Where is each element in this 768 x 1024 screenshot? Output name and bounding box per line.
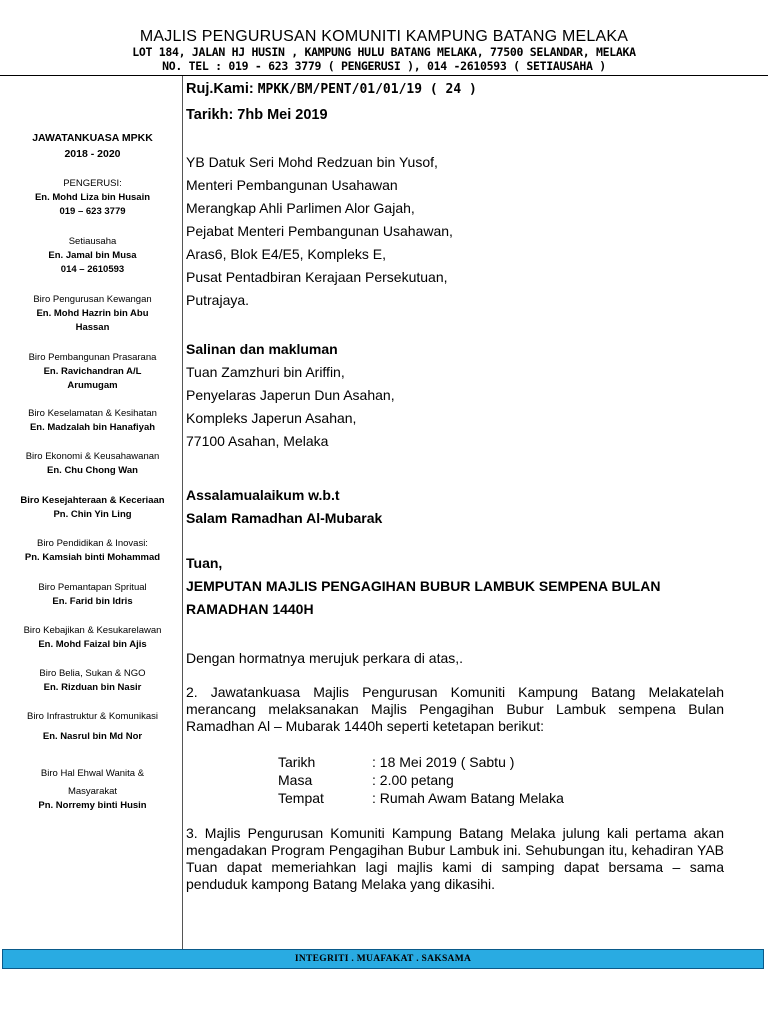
paragraph-3: 3. Majlis Pengurusan Komuniti Kampung Batang Melaka julung kali pertama akan mengadakan Program Pengagihan Bubur Lambuk ini. Sehubungan itu, kehadiran YAB Tuan dapat memeriahkan lagi majlis kami di samping dapat bersama – sama penduduk kampong Batang Melaka yang dikasihi. — [186, 825, 724, 892]
member-role: Biro Infrastruktur & Komunikasi — [27, 711, 158, 722]
member-role: Biro Keselamatan & Kesihatan — [28, 408, 157, 419]
committee-heading: JAWATANKUASA MPKK — [32, 132, 153, 144]
subject-line: RAMADHAN 1440H — [186, 601, 314, 617]
reference-number: MPKK/BM/PENT/01/01/19 ( 24 ) — [257, 82, 477, 97]
recipient-line: Pusat Pentadbiran Kerajaan Persekutuan, — [186, 269, 448, 285]
recipient-line: Pejabat Menteri Pembangunan Usahawan, — [186, 223, 453, 239]
org-address: LOT 184, JALAN HJ HUSIN , KAMPUNG HULU BATANG MELAKA, 77500 SELANDAR, MELAKA — [132, 45, 636, 59]
sidebar-divider — [182, 76, 183, 950]
recipient-line: Putrajaya. — [186, 292, 250, 308]
recipient-address — [186, 151, 726, 312]
detail-value: : Rumah Awam Batang Melaka — [372, 790, 564, 806]
member-role: Biro Kebajikan & Kesukarelawan — [23, 625, 162, 636]
cc-line: Tuan Zamzhuri bin Ariffin, — [186, 364, 345, 380]
reference-label: Ruj.Kami: — [186, 81, 258, 97]
greeting-block — [186, 484, 726, 530]
committee-member — [10, 494, 175, 522]
member-role: Biro Pendidikan & Inovasi: — [37, 538, 148, 549]
member-name: En. Chu Chong Wan — [47, 465, 138, 476]
detail-value: : 18 Mei 2019 ( Sabtu ) — [372, 754, 515, 770]
subject-line: JEMPUTAN MAJLIS PENGAGIHAN BUBUR LAMBUK SEMPENA BULAN — [186, 578, 661, 594]
salutation: Tuan, — [186, 555, 223, 571]
cc-heading: Salinan dan makluman — [186, 341, 338, 357]
greeting-line: Salam Ramadhan Al-Mubarak — [186, 510, 383, 526]
recipient-line: Merangkap Ahli Parlimen Alor Gajah, — [186, 200, 415, 216]
member-role: Biro Hal Ehwal Wanita & — [40, 768, 145, 779]
member-extra: 019 – 623 3779 — [59, 206, 126, 217]
recipient-line: Aras6, Blok E4/E5, Kompleks E, — [186, 246, 386, 262]
member-role-cont: Masyarakat — [67, 786, 118, 797]
footer-motto-bar — [2, 949, 764, 969]
cc-line: Penyelaras Japerun Dun Asahan, — [186, 387, 395, 403]
committee-heading-block — [10, 130, 175, 162]
member-role: Biro Pengurusan Kewangan — [33, 294, 152, 305]
committee-member — [10, 235, 175, 277]
committee-member — [10, 581, 175, 609]
detail-label: Tarikh — [278, 754, 316, 770]
member-name: En. Farid bin Idris — [52, 596, 133, 607]
member-name: Pn. Kamsiah binti Mohammad — [24, 552, 161, 563]
cc-block — [186, 338, 726, 453]
committee-member — [10, 710, 175, 744]
member-name: En. Rizduan bin Nasir — [43, 682, 142, 693]
committee-member — [10, 177, 175, 219]
recipient-line: YB Datuk Seri Mohd Redzuan bin Yusof, — [186, 154, 438, 170]
member-role: PENGERUSI: — [63, 178, 122, 189]
member-role: Biro Pemantapan Spritual — [38, 582, 147, 593]
cc-line: Kompleks Japerun Asahan, — [186, 410, 357, 426]
paragraph-1: Dengan hormatnya merujuk perkara di atas,. — [186, 650, 464, 666]
detail-value: : 2.00 petang — [372, 772, 454, 788]
member-name: Pn. Chin Yin Ling — [53, 509, 132, 520]
member-extra: 014 – 2610593 — [60, 264, 125, 275]
reference-line — [186, 78, 726, 101]
member-name: Pn. Norremy binti Husin — [38, 800, 147, 811]
member-role: Biro Pembangunan Prasarana — [28, 352, 157, 363]
detail-label: Tempat — [278, 790, 324, 806]
member-name: En. Mohd Hazrin bin Abu — [36, 308, 149, 319]
recipient-line: Menteri Pembangunan Usahawan — [186, 177, 398, 193]
member-role: Biro Belia, Sukan & NGO — [39, 668, 146, 679]
committee-member — [10, 667, 175, 695]
subject-block — [186, 575, 746, 621]
letter-date: Tarikh: 7hb Mei 2019 — [186, 107, 328, 123]
member-name: En. Madzalah bin Hanafiyah — [29, 422, 156, 433]
paragraph-2: 2. Jawatankuasa Majlis Pengurusan Komuniti Kampung Batang Melakatelah merancang melaksanakan Majlis Pengagihan Bubur Lambuk sempena Bulan Ramadhan Al – Mubarak 1440h seperti ketetapan berikut: — [186, 684, 724, 734]
greeting-line: Assalamualaikum w.b.t — [186, 487, 340, 503]
cc-line: 77100 Asahan, Melaka — [186, 433, 329, 449]
member-extra: Arumugam — [67, 380, 118, 391]
committee-term: 2018 - 2020 — [64, 148, 121, 160]
committee-member — [10, 293, 175, 335]
detail-label: Masa — [278, 772, 313, 788]
member-name: En. Nasrul bin Md Nor — [42, 731, 143, 742]
committee-member — [10, 407, 175, 435]
committee-member — [10, 767, 175, 813]
footer-motto: INTEGRITI . MUAFAKAT . SAKSAMA — [294, 954, 472, 964]
org-name: MAJLIS PENGURUSAN KOMUNITI KAMPUNG BATANG MELAKA — [139, 28, 629, 45]
member-name: En. Jamal bin Musa — [48, 250, 137, 261]
member-name: En. Ravichandran A/L — [43, 366, 142, 377]
committee-member — [10, 351, 175, 393]
org-phone: NO. TEL : 019 - 623 3779 ( PENGERUSI ), 014 -2610593 ( SETIAUSAHA ) — [162, 59, 606, 73]
committee-member — [10, 624, 175, 652]
member-role: Setiausaha — [68, 236, 117, 247]
member-role: Biro Ekonomi & Keusahawanan — [25, 451, 160, 462]
member-extra: Hassan — [75, 322, 110, 333]
member-name: En. Mohd Faizal bin Ajis — [38, 639, 147, 650]
member-role: Biro Kesejahteraan & Keceriaan — [20, 495, 165, 506]
member-name: En. Mohd Liza bin Husain — [34, 192, 151, 203]
committee-member — [10, 537, 175, 565]
header-divider — [0, 75, 768, 76]
committee-member — [10, 450, 175, 478]
